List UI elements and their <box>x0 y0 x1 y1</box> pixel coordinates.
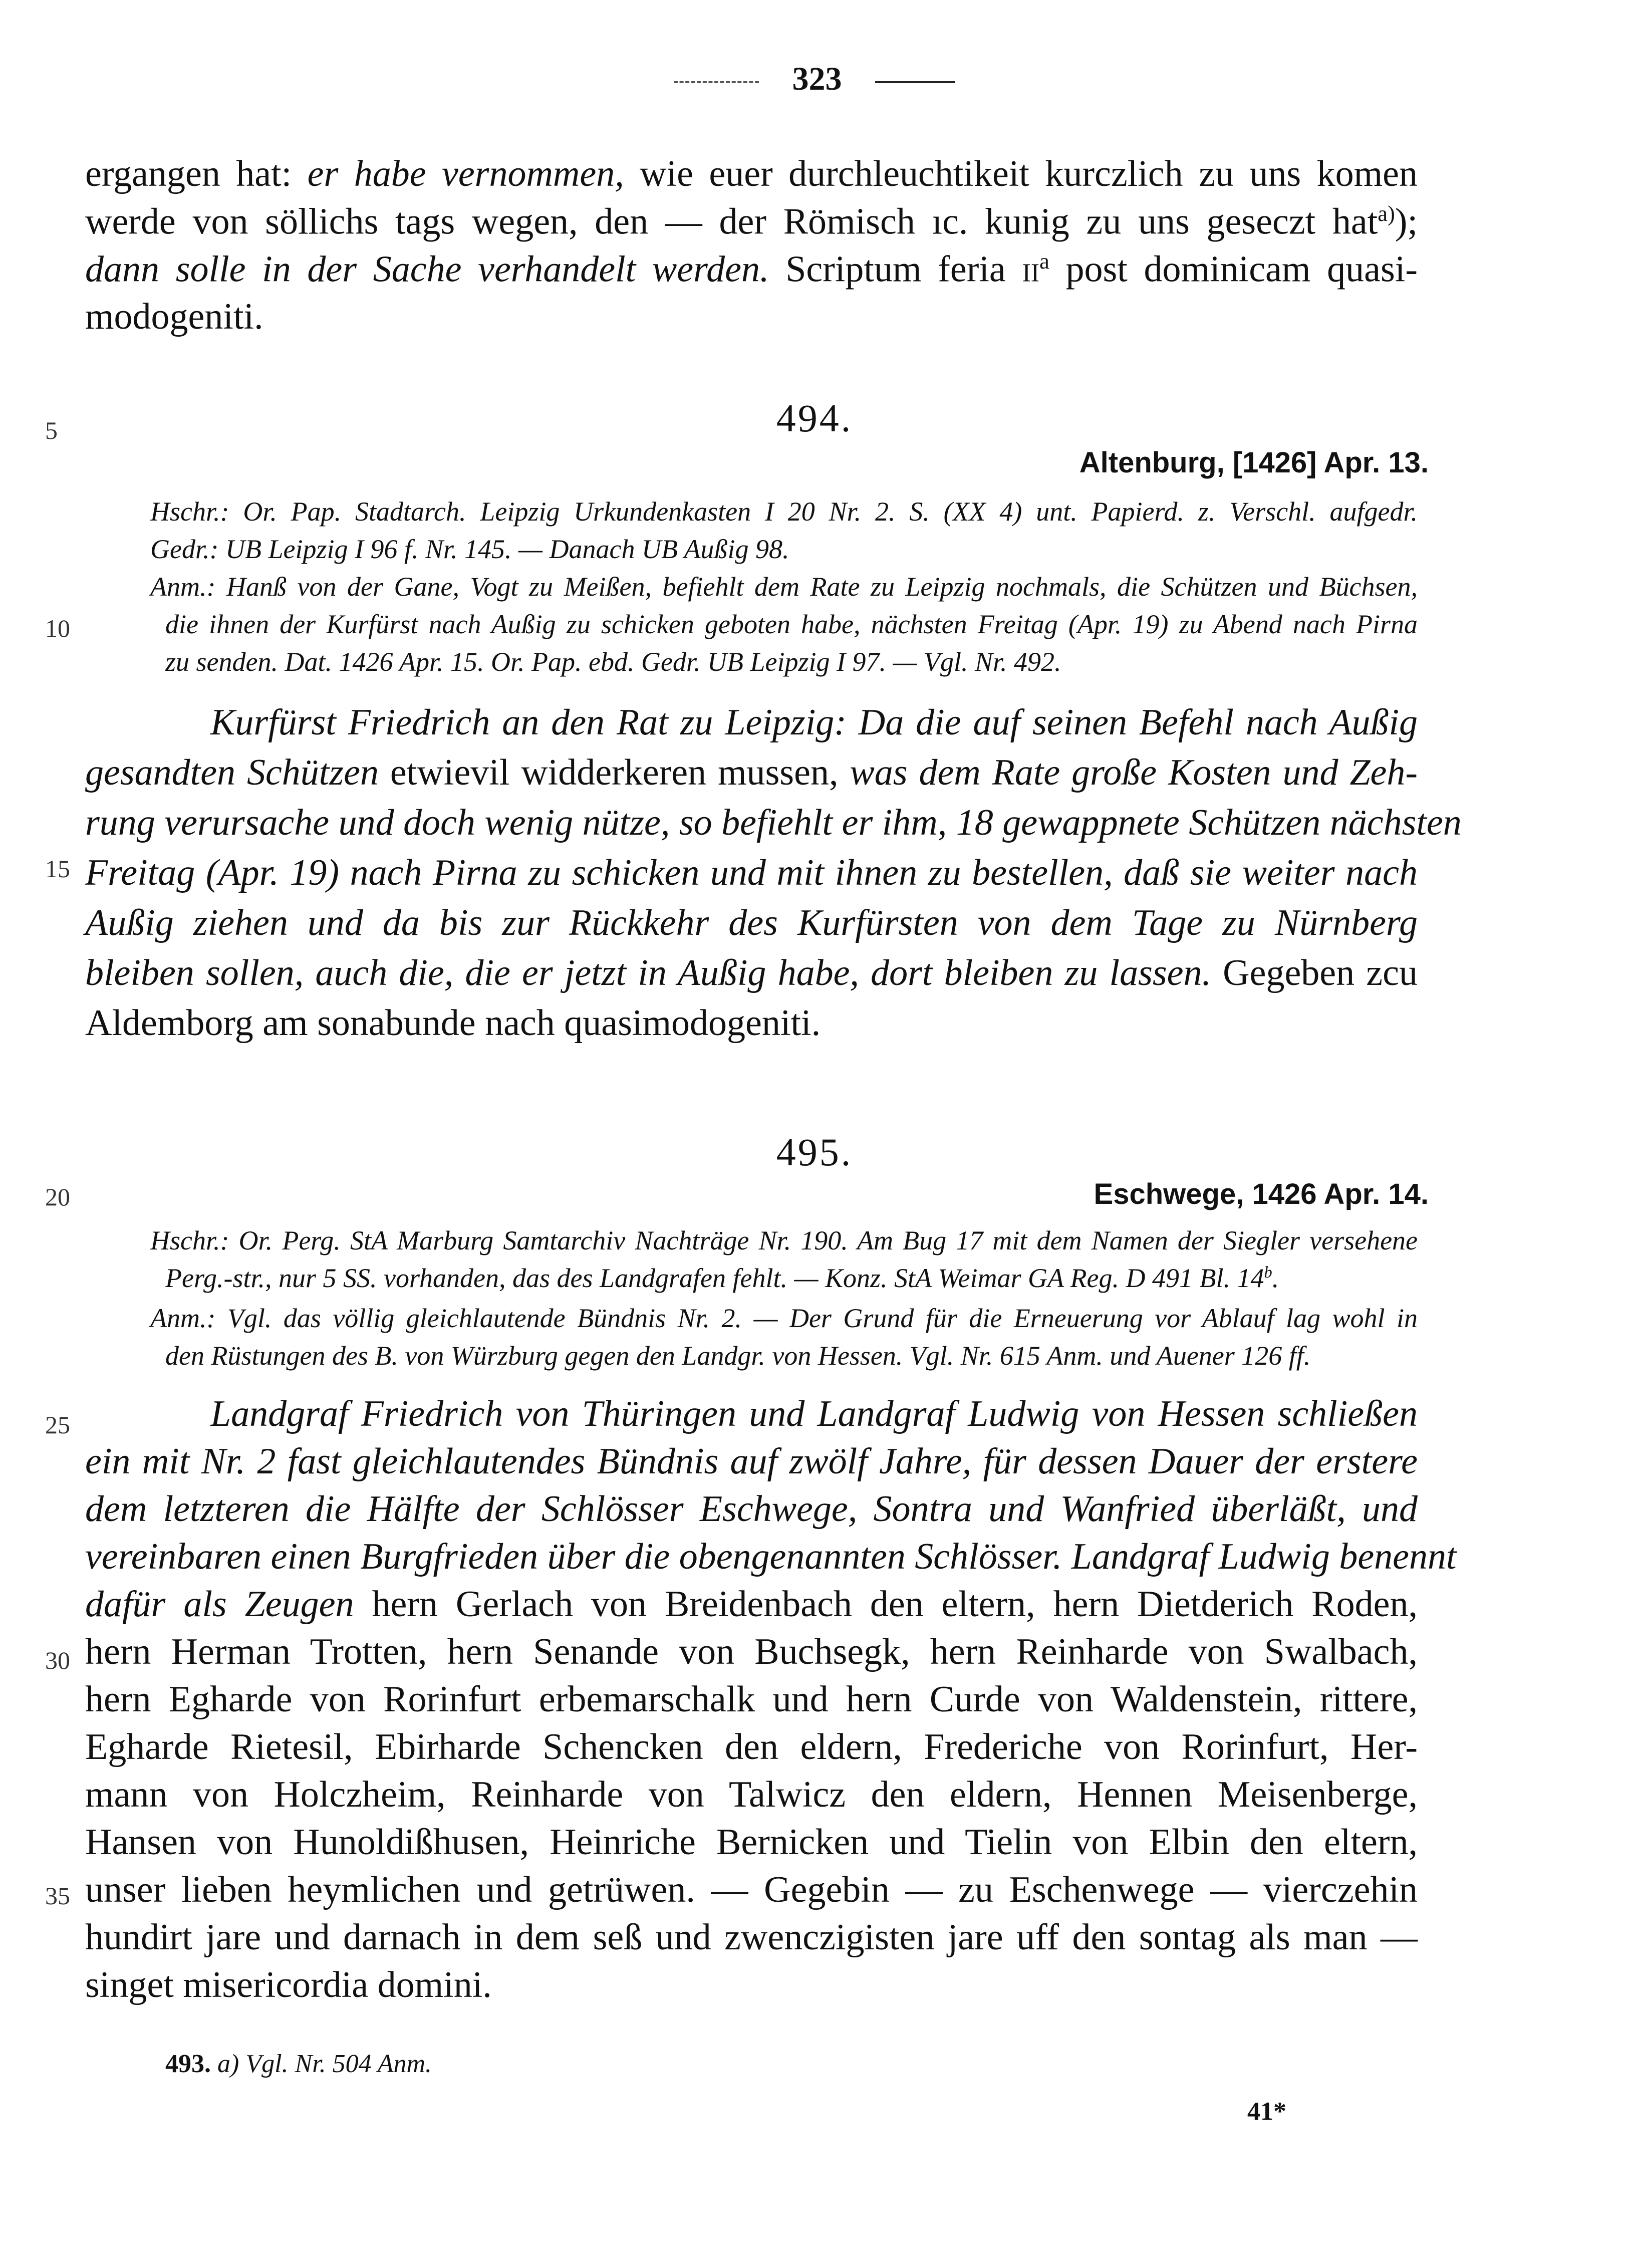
doc-495-text-line: ein mit Nr. 2 fast gleichlautendes Bündnis auf zwölf Jahre, für dessen Dauer der erstere <box>85 1441 1418 1482</box>
intro-line-3 <box>85 248 1418 291</box>
text-run-italic: dann solle in der Sache verhandelt werden. <box>85 248 769 290</box>
doc-495-note-line: den Rüstungen des B. von Würzburg gegen den Landgr. von Hessen. Vgl. Nr. 615 Anm. und Auener 126 ff. <box>165 1341 1311 1371</box>
doc-495-text-line: hern Egharde von Rorinfurt erbemarschalk und hern Curde von Waldenstein, rittere, <box>85 1679 1418 1720</box>
doc-494-note-line: Hschr.: Or. Pap. Stadtarch. Leipzig Urkundenkasten I 20 Nr. 2. S. (XX 4) unt. Papierd. z. Verschl. aufgedr. <box>150 496 1418 527</box>
doc-495-text-line <box>85 1583 1418 1626</box>
header-rule-left <box>674 81 759 83</box>
doc-494-note-line: zu senden. Dat. 1426 Apr. 15. Or. Pap. ebd. Gedr. UB Leipzig I 97. — Vgl. Nr. 492. <box>165 647 1061 677</box>
doc-495-note-line <box>165 1263 1418 1294</box>
page-number: 323 <box>792 61 842 97</box>
text-run-italic: bleiben sollen, auch die, die er jetzt in Außig habe, dort bleiben zu lassen. <box>85 952 1212 993</box>
doc-495-text-line: unser lieben heymlichen und getrüwen. — Gegebin — zu Eschenwege — vierczehin <box>85 1869 1418 1910</box>
doc-494-text-line: Freitag (Apr. 19) nach Pirna zu schicken und mit ihnen zu bestellen, daß sie weiter nach <box>85 852 1418 893</box>
doc-495-note-line: Anm.: Vgl. das völlig gleichlautende Bündnis Nr. 2. — Der Grund für die Erneuerung vor Ablauf lag wohl in <box>150 1303 1418 1333</box>
text-run: Perg.-str., nur 5 SS. vorhanden, das des Landgrafen fehlt. — Konz. StA Weimar GA Reg. D 491 Bl. 14 <box>165 1263 1264 1293</box>
doc-495-text-line: mann von Holczheim, Reinharde von Talwicz den eldern, Hennen Meisenberge, <box>85 1774 1418 1815</box>
line-number-35: 35 <box>45 1882 70 1910</box>
line-number-25: 25 <box>45 1411 70 1439</box>
doc-494-number: 494. <box>776 396 853 440</box>
footnote-marker: a) <box>1378 201 1395 226</box>
text-run-italic: was dem Rate große Kosten und Zeh- <box>850 752 1418 793</box>
line-number-5: 5 <box>45 416 58 444</box>
text-run: . <box>1272 1263 1279 1293</box>
superscript: a <box>1039 248 1049 274</box>
intro-line-4: modogeniti. <box>85 296 263 337</box>
doc-495-text-line: Hansen von Hunoldißhusen, Heinriche Bernicken und Tielin von Elbin den eltern, <box>85 1822 1418 1863</box>
footnote-ref: 493. <box>165 2050 211 2078</box>
doc-495-text-line: singet misericordia domini. <box>85 1964 492 2005</box>
footnote-text: a) Vgl. Nr. 504 Anm. <box>217 2050 432 2078</box>
footnote <box>165 2049 432 2079</box>
text-run-smallcaps: ii <box>1022 248 1040 290</box>
line-number-30: 30 <box>45 1646 70 1674</box>
line-number-10: 10 <box>45 614 70 642</box>
page-header <box>0 60 1629 98</box>
doc-495-place-date: Eschwege, 1426 Apr. 14. <box>1094 1178 1429 1210</box>
text-run: ); <box>1395 201 1418 242</box>
doc-495-text-line: hundirt jare und darnach in dem seß und zwenczigisten jare uff den sontag als man — <box>85 1917 1418 1958</box>
doc-494-text-line <box>85 751 1418 794</box>
doc-494-text-line: Außig ziehen und da bis zur Rückkehr des Kurfürsten von dem Tage zu Nürnberg <box>85 902 1418 943</box>
intro-line-2 <box>85 200 1418 243</box>
text-run: werde von söllichs tags wegen, den — der Römisch ıc. kunig zu uns geseczt hat <box>85 201 1378 242</box>
text-run: Scriptum feria <box>769 248 1022 290</box>
doc-495-text-line: dem letzteren die Hälfte der Schlösser Eschwege, Sontra und Wanfried überläßt, und <box>85 1488 1418 1530</box>
doc-495-text-line: Egharde Rietesil, Ebirharde Schencken den eldern, Frederiche von Rorinfurt, Her- <box>85 1726 1418 1768</box>
doc-494-text-line: Kurfürst Friedrich an den Rat zu Leipzig: Da die auf seinen Befehl nach Außig <box>210 702 1418 743</box>
text-run: Gegeben zcu <box>1211 952 1418 993</box>
doc-495-text-line: vereinbaren einen Burgfrieden über die obengenannten Schlösser. Landgraf Ludwig benennt <box>85 1536 1457 1577</box>
line-number-15: 15 <box>45 855 70 883</box>
doc-494-place-date: Altenburg, [1426] Apr. 13. <box>1079 446 1429 479</box>
text-run-italic: gesandten Schützen <box>85 752 379 793</box>
header-rule-right <box>875 81 955 83</box>
text-run: ergangen hat: <box>85 153 308 194</box>
doc-494-text-line <box>85 952 1418 994</box>
text-run: etwievil widderkeren mussen, <box>379 752 850 793</box>
text-run: post dominicam quasi- <box>1049 248 1418 290</box>
text-run: hern Gerlach von Breidenbach den eltern, hern Dietderich Roden, <box>354 1584 1418 1625</box>
text-run-italic: er habe vernommen, <box>307 153 624 194</box>
text-run: wie euer durchleuchtikeit kurczlich zu uns komen <box>624 153 1418 194</box>
superscript: b <box>1264 1264 1272 1282</box>
line-number-20: 20 <box>45 1183 70 1211</box>
doc-494-text-line: Aldemborg am sonabunde nach quasimodogeniti. <box>85 1002 821 1044</box>
doc-494-note-line: die ihnen der Kurfürst nach Außig zu schicken geboten habe, nächsten Freitag (Apr. 19) zu Abend nach Pirna <box>165 609 1418 639</box>
doc-494-note-line: Gedr.: UB Leipzig I 96 f. Nr. 145. — Danach UB Außig 98. <box>150 534 789 564</box>
doc-495-text-line: Landgraf Friedrich von Thüringen und Landgraf Ludwig von Hessen schließen <box>210 1393 1418 1434</box>
doc-495-note-line: Hschr.: Or. Perg. StA Marburg Samtarchiv Nachträge Nr. 190. Am Bug 17 mit dem Namen der Siegler versehene <box>150 1225 1418 1255</box>
doc-494-text-line: rung verursache und doch wenig nütze, so befiehlt er ihm, 18 gewappnete Schützen nächsten <box>85 802 1462 843</box>
signature-mark: 41* <box>1247 2097 1286 2126</box>
intro-line-1 <box>85 153 1418 195</box>
doc-495-number: 495. <box>776 1130 853 1174</box>
doc-494-note-line: Anm.: Hanß von der Gane, Vogt zu Meißen, befiehlt dem Rate zu Leipzig nochmals, die Schützen und Büchsen, <box>150 572 1418 602</box>
doc-495-text-line: hern Herman Trotten, hern Senande von Buchsegk, hern Reinharde von Swalbach, <box>85 1631 1418 1672</box>
text-run-italic: dafür als Zeugen <box>85 1584 354 1625</box>
